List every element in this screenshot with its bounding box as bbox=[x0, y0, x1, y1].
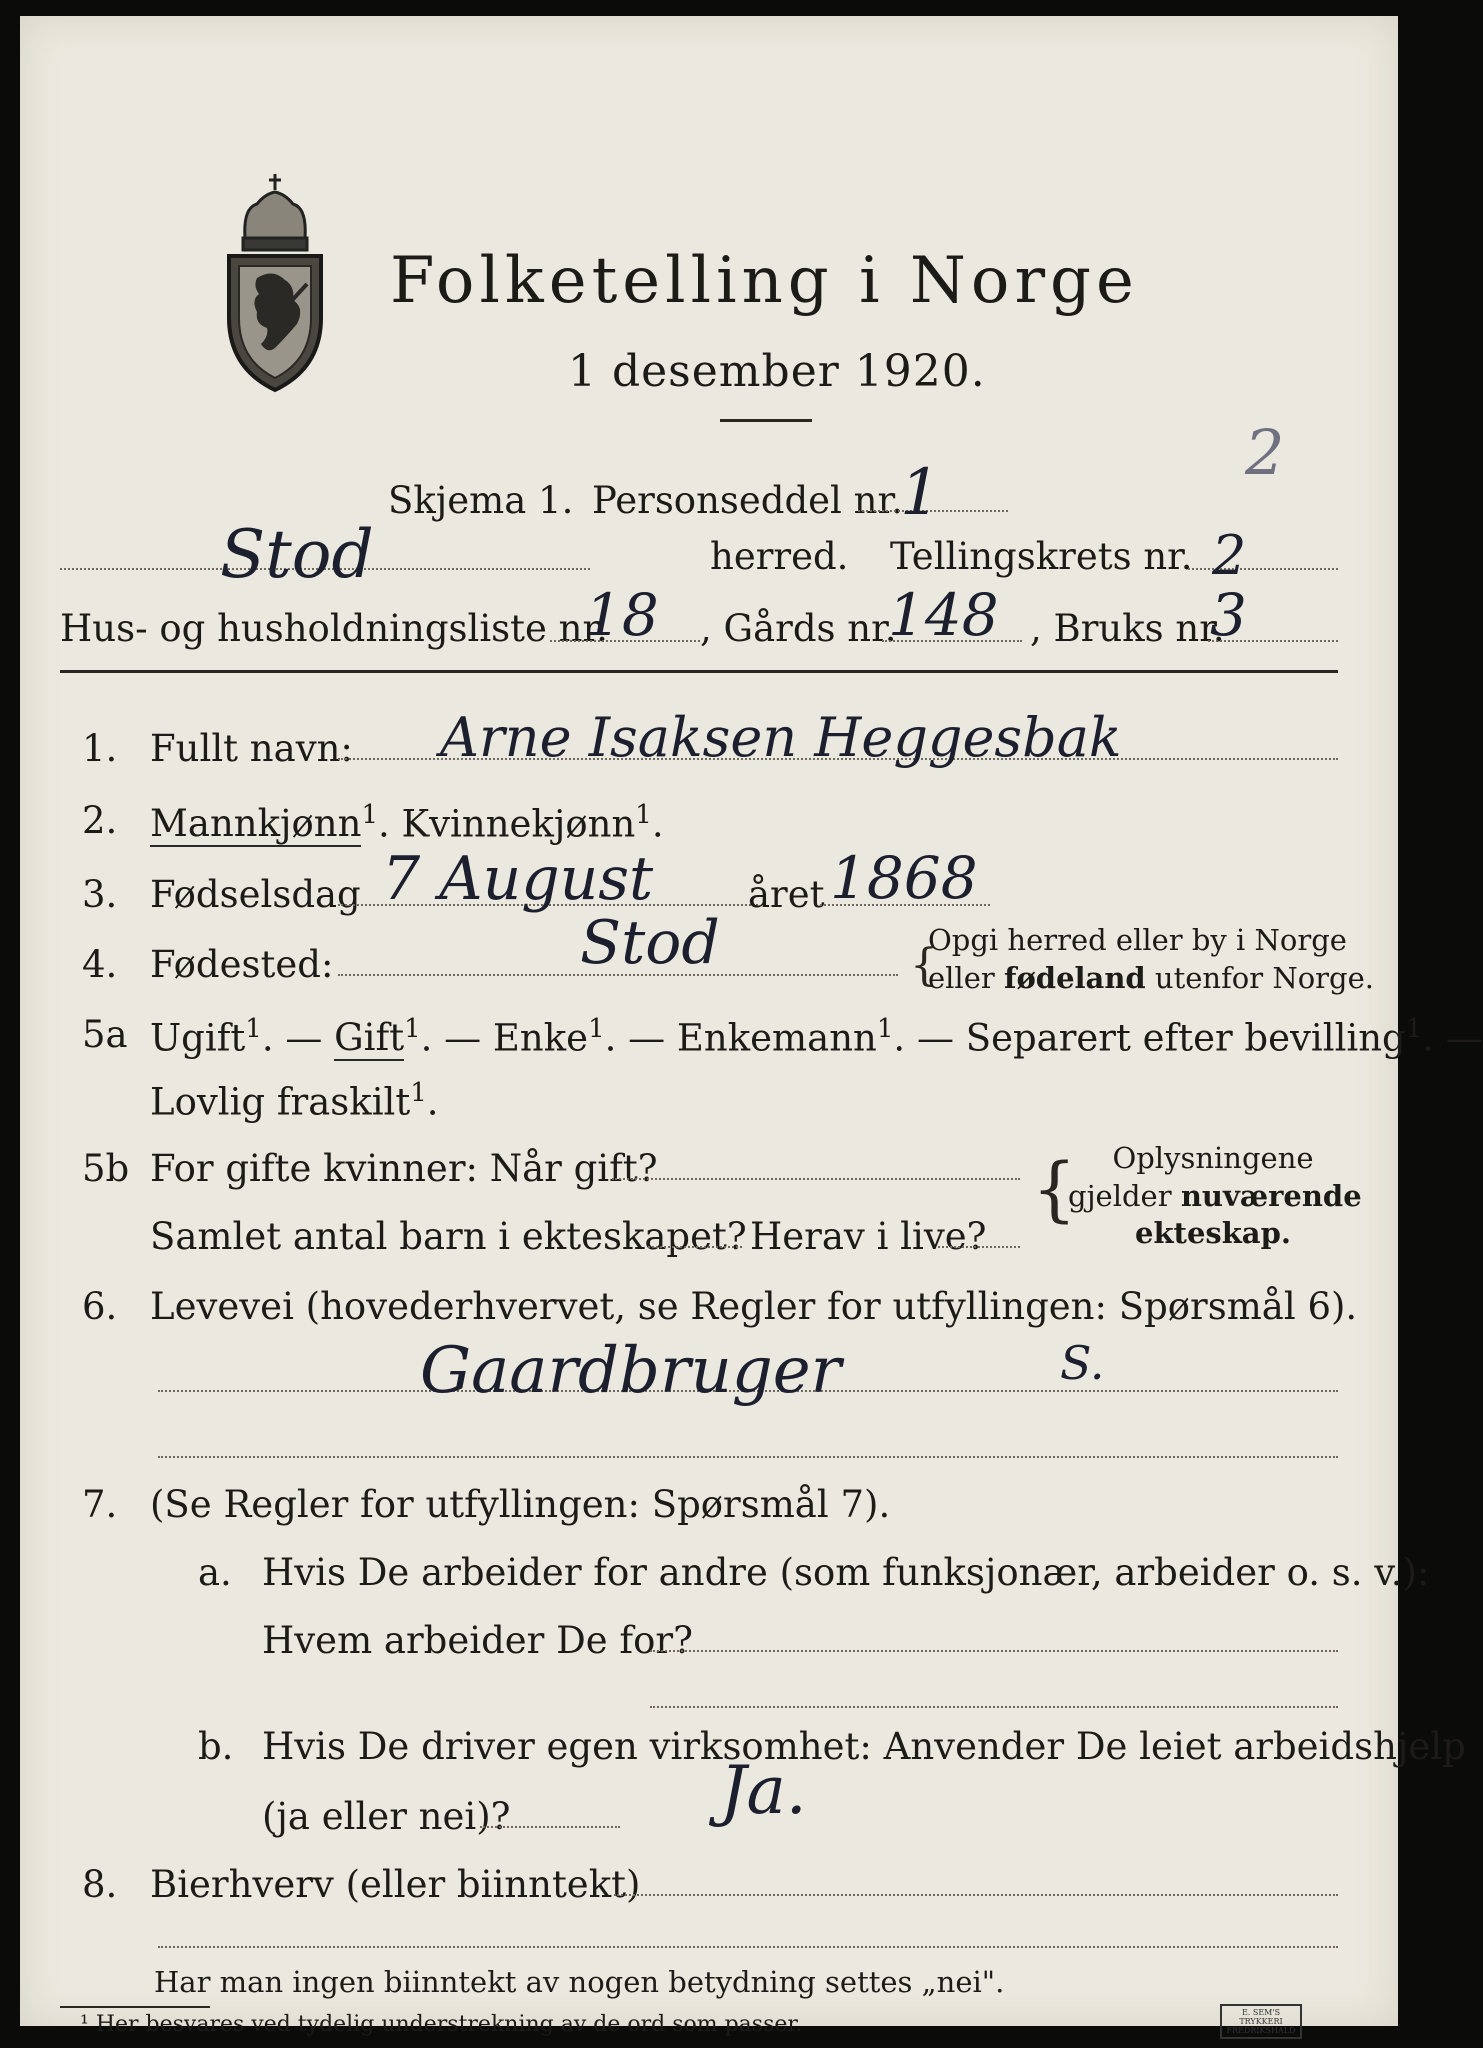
tellingskrets-label: Tellingskrets nr. bbox=[890, 535, 1193, 578]
footnote-rule bbox=[60, 2006, 210, 2008]
q5b-note-brace: { bbox=[1032, 1148, 1077, 1230]
q7-label: (Se Regler for utfyllingen: Spørsmål 7). bbox=[150, 1483, 891, 1526]
q5a-number: 5a bbox=[82, 1013, 128, 1056]
q3-label: Fødselsdag bbox=[150, 873, 361, 916]
q7b-letter: b. bbox=[198, 1725, 234, 1768]
census-form-page bbox=[20, 16, 1483, 2037]
q4-number: 4. bbox=[82, 943, 118, 986]
q3-number: 3. bbox=[82, 873, 118, 916]
form-title: Folketelling i Norge bbox=[390, 244, 1139, 318]
q5b-children-line bbox=[648, 1246, 742, 1248]
q5a-marital-options: Ugift$^1$. — Gift$^1$. — Enke$^1$. — Enkemann$^1$. — Separert efter bevilling$^1$. — bbox=[150, 1014, 1483, 1060]
q6-occupation-suffix[interactable]: S. bbox=[1060, 1336, 1105, 1390]
personseddel-label: Personseddel nr. bbox=[592, 479, 903, 522]
tellingskrets-line bbox=[1188, 568, 1338, 570]
q7b-answer[interactable]: Ja. bbox=[720, 1752, 807, 1829]
q2-number: 2. bbox=[82, 799, 118, 842]
male-option-underlined[interactable]: Mannkjønn bbox=[150, 802, 362, 846]
q7a-employer-line bbox=[650, 1650, 1338, 1652]
q8-number: 8. bbox=[82, 1863, 118, 1906]
enke-option[interactable]: Enke bbox=[492, 1016, 589, 1060]
q7a-line1: Hvis De arbeider for andre (som funksjonær, arbeider o. s. v.): bbox=[262, 1551, 1430, 1594]
q8-line bbox=[614, 1894, 1338, 1896]
census-date: 1 desember 1920. bbox=[568, 346, 986, 397]
enkemann-option[interactable]: Enkemann bbox=[676, 1016, 877, 1060]
q5b-line2-a: Samlet antal barn i ekteskapet? bbox=[150, 1215, 747, 1258]
tellingskrets-value[interactable]: 2 bbox=[1212, 524, 1247, 587]
q7b-answer-line bbox=[480, 1826, 620, 1828]
q5b-line2-b: Herav i live? bbox=[750, 1215, 987, 1258]
q4-note: Opgi herred eller by i Norge eller fødeland utenfor Norge. bbox=[928, 923, 1374, 995]
q5b-line1: For gifte kvinner: Når gift? bbox=[150, 1147, 658, 1190]
header-separator bbox=[60, 670, 1338, 673]
q7-number: 7. bbox=[82, 1483, 118, 1526]
personseddel-value[interactable]: 1 bbox=[900, 456, 941, 530]
q1-number: 1. bbox=[82, 727, 118, 770]
q6-occupation[interactable]: Gaardbruger bbox=[420, 1334, 842, 1408]
footer-note: Har man ingen biinntekt av nogen betydning settes „nei". bbox=[154, 1965, 1005, 1999]
q5a-fraskilt: Lovlig fraskilt$^1$. bbox=[150, 1078, 439, 1124]
q5b-alive-line bbox=[938, 1246, 1020, 1248]
separert-option[interactable]: Separert efter bevilling bbox=[965, 1016, 1406, 1060]
q8-line-2 bbox=[158, 1946, 1338, 1948]
q7a-line2: Hvem arbeider De for? bbox=[262, 1619, 693, 1662]
gift-option-underlined[interactable]: Gift bbox=[334, 1016, 405, 1060]
gards-label: , Gårds nr. bbox=[700, 607, 897, 650]
q7b-line1: Hvis De driver egen virksomhet: Anvender De leiet arbeidshjelp bbox=[262, 1725, 1466, 1768]
liste-value[interactable]: 18 bbox=[585, 581, 659, 649]
gards-value[interactable]: 148 bbox=[888, 581, 999, 649]
q5b-married-line bbox=[612, 1178, 1020, 1180]
q4-birthplace[interactable]: Stod bbox=[580, 908, 720, 978]
q5b-number: 5b bbox=[82, 1147, 130, 1190]
q5b-note: Oplysningene gjelder nuværende ekteskap. bbox=[1068, 1141, 1362, 1251]
liste-label: Hus- og husholdningsliste nr. bbox=[60, 607, 608, 650]
q8-label: Bierhverv (eller biinntekt) bbox=[150, 1863, 641, 1906]
pencil-mark: 2 bbox=[1245, 416, 1285, 489]
q2-sex-options: Mannkjønn$^1$. Kvinnekjønn$^1$. bbox=[150, 800, 664, 846]
schema-label: Skjema 1. bbox=[388, 479, 574, 522]
norwegian-coat-of-arms bbox=[215, 168, 335, 398]
q1-full-name[interactable]: Arne Isaksen Heggesbak bbox=[440, 706, 1122, 769]
q3-year-label: året bbox=[748, 873, 825, 916]
herred-label: herred. bbox=[710, 535, 849, 578]
ugift-option[interactable]: Ugift bbox=[150, 1016, 246, 1060]
footnote: ¹ Her besvares ved tydelig understrekning av de ord som passer. bbox=[80, 2012, 803, 2037]
herred-value[interactable]: Stod bbox=[220, 516, 374, 593]
q7a-letter: a. bbox=[198, 1551, 232, 1594]
title-divider bbox=[720, 419, 812, 422]
q3-birth-year[interactable]: 1868 bbox=[830, 844, 978, 912]
q7b-line2: (ja eller nei)? bbox=[262, 1795, 511, 1838]
printer-stamp: E. SEM'S TRYKKERI FREDRIKSHALD bbox=[1220, 2004, 1302, 2039]
q6-line-2 bbox=[158, 1456, 1338, 1458]
fraskilt-option[interactable]: Lovlig fraskilt bbox=[150, 1080, 411, 1124]
q1-label: Fullt navn: bbox=[150, 727, 353, 770]
q3-birth-date[interactable]: 7 August bbox=[382, 844, 654, 914]
q4-note-brace: { bbox=[910, 940, 938, 991]
q7a-employer-line-2 bbox=[650, 1706, 1338, 1708]
bruks-label: , Bruks nr. bbox=[1030, 607, 1225, 650]
female-option[interactable]: Kvinnekjønn bbox=[401, 802, 636, 846]
bruks-value[interactable]: 3 bbox=[1210, 581, 1247, 649]
q6-label: Levevei (hovederhvervet, se Regler for utfyllingen: Spørsmål 6). bbox=[150, 1285, 1358, 1328]
q6-number: 6. bbox=[82, 1285, 118, 1328]
q4-label: Fødested: bbox=[150, 943, 334, 986]
